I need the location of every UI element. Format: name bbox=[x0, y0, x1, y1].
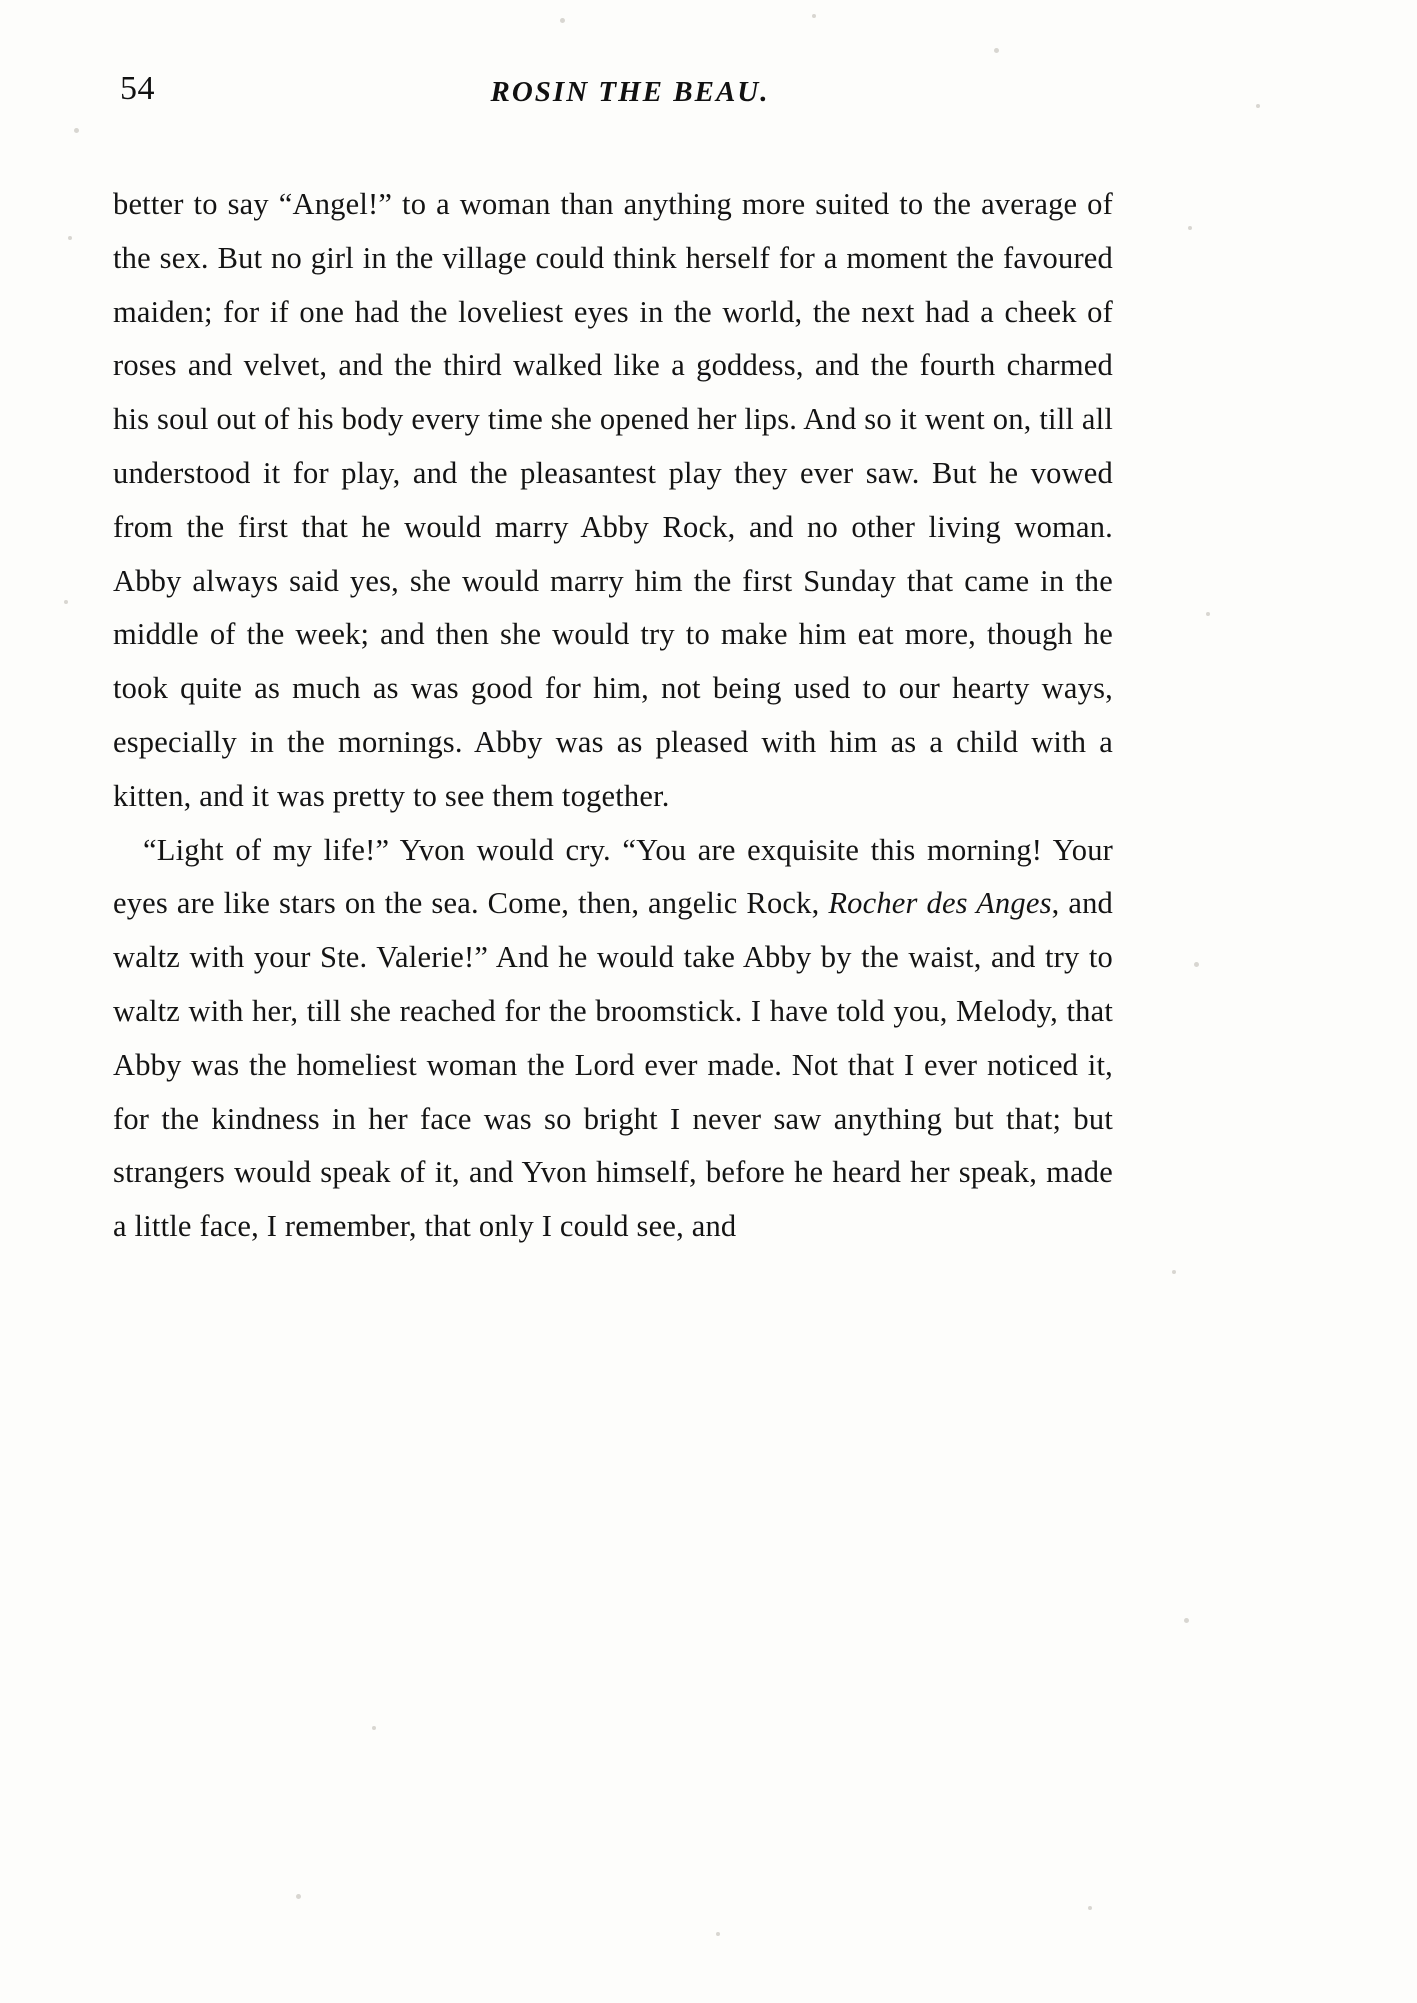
paragraph bbox=[113, 824, 1113, 1254]
page-header bbox=[120, 70, 1140, 120]
page-number: 54 bbox=[120, 70, 155, 107]
italic-phrase: Rocher des Anges bbox=[828, 886, 1052, 921]
body-text bbox=[113, 178, 1113, 1254]
running-head: ROSIN THE BEAU. bbox=[490, 76, 770, 108]
paragraph-text-segment: , and waltz with your Ste. Valerie!” And he would take Abby by the waist, and try to waltz with her, till she reached for the broomstick. I have told you, Melody, that Abby was the homeliest woman the Lord ever made. Not that I ever noticed it, for the kindness in her face was so bright I never saw anything but that; but strangers would speak of it, and Yvon himself, before he heard her speak, made a little face, I remember, that only I could see, and bbox=[113, 886, 1113, 1244]
paragraph-text-segment: “Light of my life!” Yvon would cry. “You are exquisite this morning! Your eyes are like stars on the sea. Come, then, angelic Rock, bbox=[113, 832, 1113, 921]
paragraph: better to say “Angel!” to a woman than anything more suited to the average of the sex. But no girl in the village could think herself for a moment the favoured maiden; for if one had the loveliest eyes in the world, the next had a cheek of roses and velvet, and the third walked like a goddess, and the fourth charmed his soul out of his body every time she opened her lips. And so it went on, till all understood it for play, and the pleasantest play they ever saw. But he vowed from the first that he would marry Abby Rock, and no other living woman. Abby always said yes, she would marry him the first Sunday that came in the middle of the week; and then she would try to make him eat more, though he took quite as much as was good for him, not being used to our hearty ways, especially in the mornings. Abby was as pleased with him as a child with a kitten, and it was pretty to see them together. bbox=[113, 187, 1113, 813]
